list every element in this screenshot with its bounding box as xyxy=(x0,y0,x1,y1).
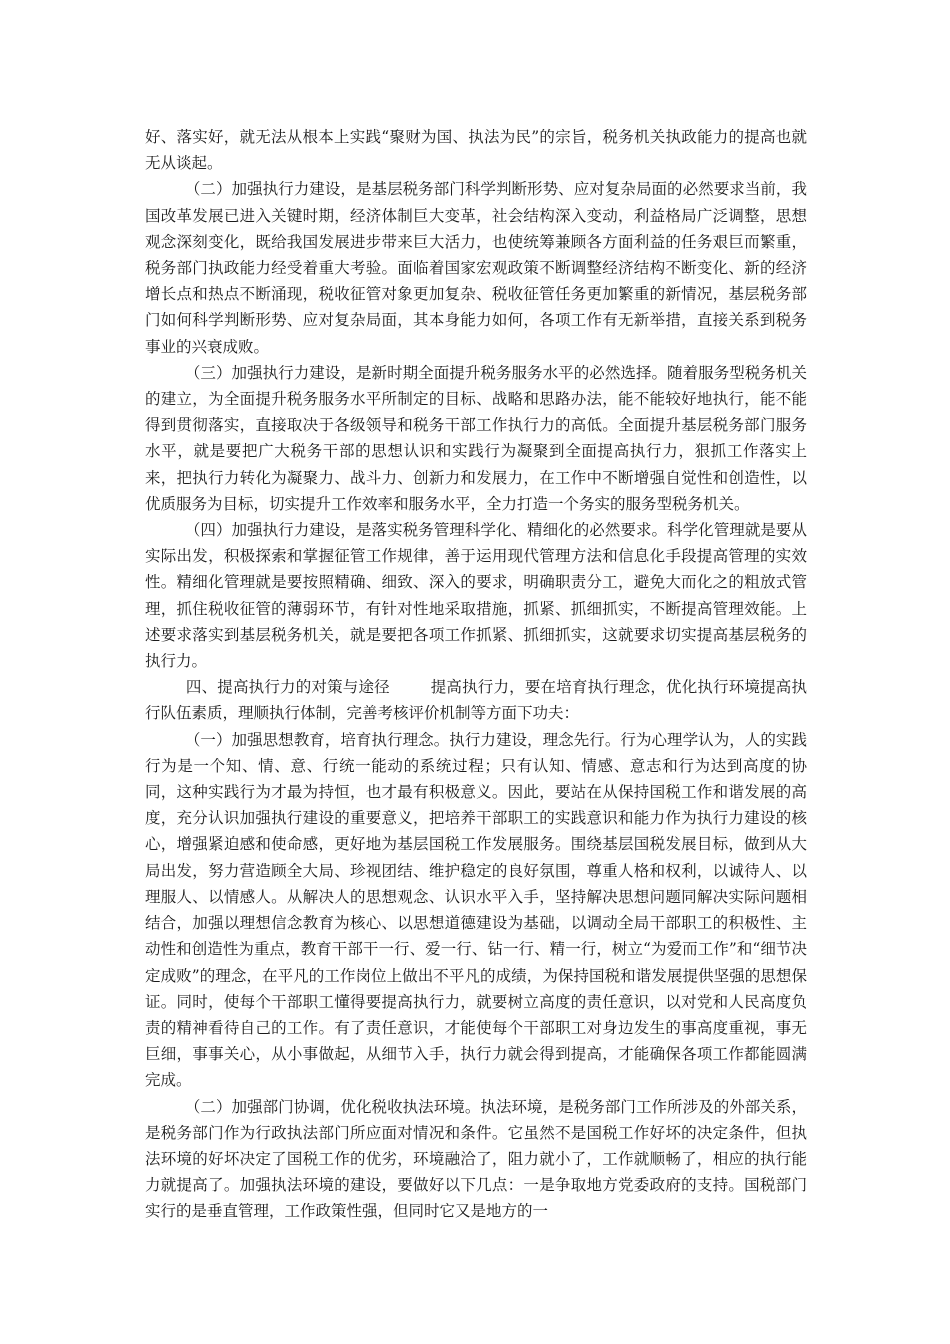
paragraph-section-4: （四）加强执行力建设，是落实税务管理科学化、精细化的必然要求。科学化管理就是要从实际出发，积极探索和掌握征管工作规律，善于运用现代管理方法和信息化手段提高管理的实效性。精细化管理就是要按照精确、细致、深入的要求，明确职责分工，避免大而化之的粗放式管理，抓住税收征管的薄弱环节，有针对性地采取措施，抓紧、抓细抓实，不断提高管理效能。上述要求落实到基层税务机关，就是要把各项工作抓紧、抓细抓实，这就要求切实提高基层税务的执行力。 xyxy=(145,521,807,671)
paragraph-measure-2: （二）加强部门协调，优化税收执法环境。执法环境，是税务部门工作所涉及的外部关系，是税务部门作为行政执法部门所应面对情况和条件。它虽然不是国税工作好坏的决定条件，但执法环境的好坏决定了国税工作的优劣，环境融洽了，阻力就小了，工作就顺畅了，相应的执行能力就提高了。加强执法环境的建设，要做好以下几点：一是争取地方党委政府的支持。国税部门实行的是垂直管理，工作政策性强，但同时它又是地方的一 xyxy=(145,1097,807,1221)
paragraph-section-2: （二）加强执行力建设，是基层税务部门科学判断形势、应对复杂局面的必然要求当前，我国改革发展已进入关键时期，经济体制巨大变革，社会结构深入变动，利益格局广泛调整，思想观念深刻变化，既给我国发展进步带来巨大活力，也使统筹兼顾各方面利益的任务艰巨而繁重，税务部门执政能力经受着重大考验。面临着国家宏观政策不断调整经济结构不断变化、新的经济增长点和热点不断涌现，税收征管对象更加复杂、税收征管任务更加繁重的新情况，基层税务部门如何科学判断形势、应对复杂局面，其本身能力如何，各项工作有无新举措，直接关系到税务事业的兴衰成败。 xyxy=(145,180,807,356)
document-body xyxy=(145,124,807,1225)
paragraph-section-3: （三）加强执行力建设，是新时期全面提升税务服务水平的必然选择。随着服务型税务机关的建立，为全面提升税务服务水平所制定的目标、战略和思路办法，能不能较好地执行，能不能得到贯彻落实，直接取决于各级领导和税务干部工作执行力的高低。全面提升基层税务部门服务水平，就是要把广大税务干部的思想认识和实践行为凝聚到全面提高执行力，狠抓工作落实上来，把执行力转化为凝聚力、战斗力、创新力和发展力，在工作中不断增强自觉性和创造性，以优质服务为目标，切实提升工作效率和服务水平，全力打造一个务实的服务型税务机关。 xyxy=(145,363,807,513)
paragraph-measure-1: （一）加强思想教育，培育执行理念。执行力建设，理念先行。行为心理学认为，人的实践行为是一个知、情、意、行统一能动的系统过程；只有认知、情感、意志和行为达到高度的协同，这种实践行为才最为持恒，也才最有积极意义。因此，要站在从保持国税工作和谐发展的高度，充分认识加强执行建设的重要意义，把培养干部职工的实践意识和能力作为执行力建设的核心，增强紧迫感和使命感，更好地为基层国税工作发展服务。围绕基层国税发展目标，做到从大局出发，努力营造顾全大局、珍视团结、维护稳定的良好氛围，尊重人格和权利，以诚待人、以理服人、以情感人。从解决人的思想观念、认识水平入手，坚持解决思想问题同解决实际问题相结合，加强以理想信念教育为核心、以思想道德建设为基础，以调动全局干部职工的积极性、主动性和创造性为重点，教育干部干一行、爱一行、钻一行、精一行，树立“为爱而工作”和“细节决定成败”的理念，在平凡的工作岗位上做出不平凡的成绩，为保持国税和谐发展提供坚强的思想保证。同时，使每个干部职工懂得要提高执行力，就要树立高度的责任意识，以对党和人民高度负责的精神看待自己的工作。有了责任意识，才能使每个干部职工对身边发生的事高度重视，事无巨细，事事关心，从小事做起，从细节入手，执行力就会得到提高，才能确保各项工作都能圆满完成。 xyxy=(145,730,807,1090)
paragraph-continuation: 好、落实好，就无法从根本上实践“聚财为国、执法为民”的宗旨，税务机关执政能力的提高也就无从谈起。 xyxy=(145,128,807,173)
paragraph-heading-countermeasures: 四、提高执行力的对策与途径 提高执行力，要在培育执行理念，优化执行环境提高执行队伍素质，理顺执行体制，完善考核评价机制等方面下功夫： xyxy=(145,678,807,723)
